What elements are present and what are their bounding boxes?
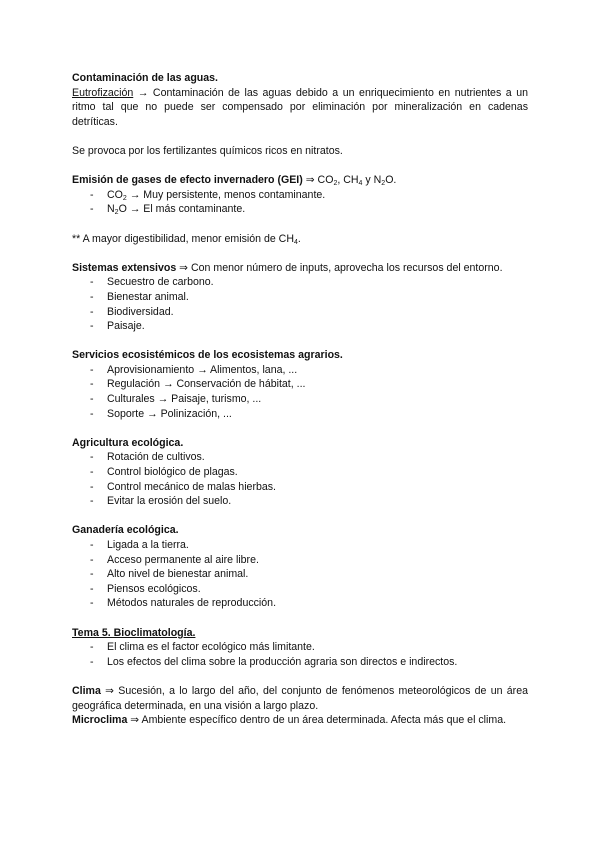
list-item: - Bienestar animal.	[72, 290, 528, 305]
list-item: - El clima es el factor ecológico más limitante.	[72, 640, 528, 655]
list-item: - Secuestro de carbono.	[72, 275, 528, 290]
heading-agricultura-ecologica: Agricultura ecológica.	[72, 436, 184, 449]
digestibilidad-note: ** A mayor digestibilidad, menor emisión de $CH_4$.	[72, 232, 301, 246]
list-item: - Ligada a la tierra.	[72, 538, 528, 553]
list-item: - Biodiversidad.	[72, 305, 528, 320]
sistemas-extensivos-list	[72, 275, 528, 333]
list-item: - Paisaje.	[72, 319, 528, 334]
list-item: - Acceso permanente al aire libre.	[72, 553, 528, 568]
list-item: - Regulación → Conservación de hábitat, ...	[72, 377, 528, 392]
list-item: - $CO_2$ → Muy persistente, menos contaminante.	[72, 188, 528, 203]
clima-definition: Clima ⇒ Sucesión, a lo largo del año, del conjunto de fenómenos meteorológicos de un área geográfica determinada, en una visión a largo plazo.	[72, 684, 528, 712]
agricultura-list	[72, 450, 528, 508]
list-item: - Evitar la erosión del suelo.	[72, 494, 528, 509]
ganaderia-list	[72, 538, 528, 611]
list-item: - Rotación de cultivos.	[72, 450, 528, 465]
heading-gei: Emisión de gases de efecto invernadero (GEI)	[72, 174, 303, 187]
gei-heading-line: Emisión de gases de efecto invernadero (GEI) ⇒ $CO_2$, $CH_4$ y $N_2O$.	[72, 174, 397, 188]
list-item: - Los efectos del clima sobre la producción agraria son directos e indirectos.	[72, 655, 528, 670]
gei-list	[72, 188, 528, 217]
microclima-term: Microclima	[72, 714, 128, 727]
heading-contaminacion-aguas: Contaminación de las aguas.	[72, 72, 218, 84]
microclima-definition: Microclima ⇒ Ambiente específico dentro de un área determinada. Afecta más que el clima.	[72, 714, 507, 727]
eutrofizacion-term: Eutrofización	[72, 86, 134, 99]
servicios-list	[72, 363, 528, 421]
list-item: - Control biológico de plagas.	[72, 465, 528, 480]
sistemas-extensivos-line: Sistemas extensivos ⇒ Con menor número de inputs, aprovecha los recursos del entorno.	[72, 261, 503, 274]
fertilizantes-note: Se provoca por los fertilizantes químicos ricos en nitratos.	[72, 144, 343, 157]
list-item: - Piensos ecológicos.	[72, 582, 528, 597]
list-item: - Control mecánico de malas hierbas.	[72, 480, 528, 495]
heading-servicios-ecosistemicos: Servicios ecosistémicos de los ecosistemas agrarios.	[72, 349, 343, 362]
heading-ganaderia-ecologica: Ganadería ecológica.	[72, 524, 179, 537]
eutrofizacion-text: → Contaminación de las aguas debido a un enriquecimiento en nutrientes a un ritmo tal que no puede ser compensado por eliminación por mineralización en cadenas detríticas.	[72, 86, 528, 128]
list-item: - Soporte → Polinización, ...	[72, 407, 528, 422]
tema5-list	[72, 640, 528, 669]
clima-term: Clima	[72, 684, 101, 697]
heading-tema-5: Tema 5. Bioclimatología.	[72, 626, 196, 639]
list-item: - Culturales → Paisaje, turismo, ...	[72, 392, 528, 407]
list-item: - Alto nivel de bienestar animal.	[72, 567, 528, 582]
document-body	[72, 71, 528, 728]
list-item: - Métodos naturales de reproducción.	[72, 596, 528, 611]
list-item: - Aprovisionamiento → Alimentos, lana, ...	[72, 363, 528, 378]
eutrofizacion-definition	[72, 86, 528, 130]
heading-sistemas-extensivos: Sistemas extensivos	[72, 261, 177, 274]
list-item: - $N_2O \to El$ más contaminante.	[72, 202, 528, 217]
